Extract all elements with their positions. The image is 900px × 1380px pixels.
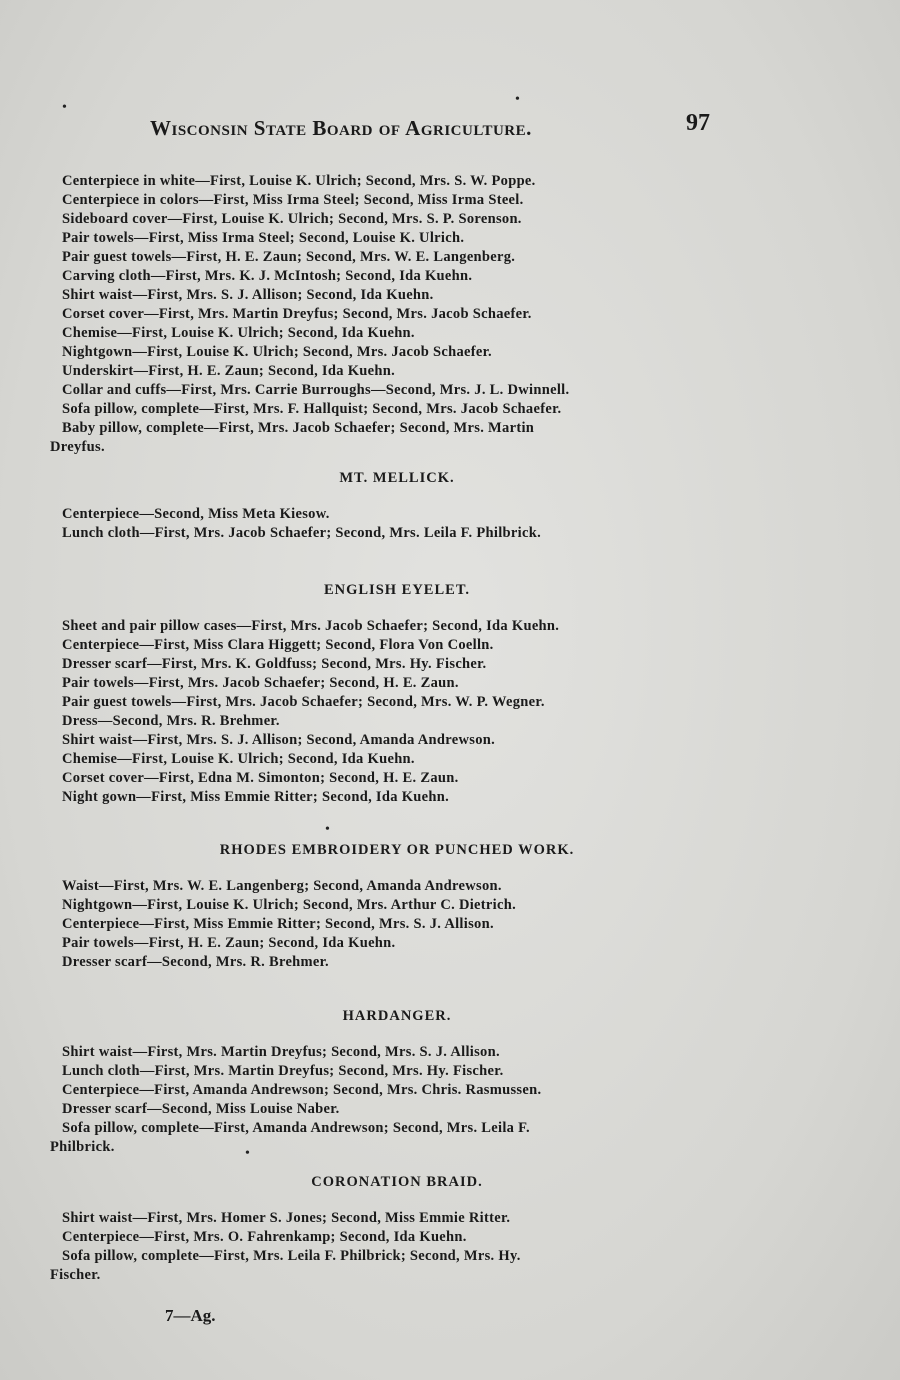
award-line: Pair guest towels—First, Mrs. Jacob Schaefer; Second, Mrs. W. P. Wegner. <box>62 694 545 710</box>
signature-mark: 7—Ag. <box>165 1306 216 1325</box>
award-line: Lunch cloth—First, Mrs. Martin Dreyfus; Second, Mrs. Hy. Fischer. <box>62 1063 504 1079</box>
award-line: Underskirt—First, H. E. Zaun; Second, Ida Kuehn. <box>62 363 396 379</box>
award-line: Pair towels—First, Miss Irma Steel; Second, Louise K. Ulrich. <box>62 230 465 246</box>
award-line: Night gown—First, Miss Emmie Ritter; Second, Ida Kuehn. <box>62 789 450 805</box>
award-line: Lunch cloth—First, Mrs. Jacob Schaefer; Second, Mrs. Leila F. Philbrick. <box>62 525 541 541</box>
award-line: Centerpiece—First, Miss Clara Higgett; Second, Flora Von Coelln. <box>62 637 494 653</box>
award-line: Chemise—First, Louise K. Ulrich; Second, Ida Kuehn. <box>62 325 415 341</box>
award-line: Dress—Second, Mrs. R. Brehmer. <box>62 713 280 729</box>
award-line: Shirt waist—First, Mrs. Martin Dreyfus; Second, Mrs. S. J. Allison. <box>62 1044 500 1060</box>
award-line: Shirt waist—First, Mrs. S. J. Allison; Second, Amanda Andrewson. <box>62 732 496 748</box>
section-mt-mellick <box>62 470 732 543</box>
section-coronation-braid <box>50 1174 732 1285</box>
award-line: Dresser scarf—Second, Mrs. R. Brehmer. <box>62 954 329 970</box>
section-rhodes-embroidery <box>62 842 732 972</box>
award-line: Chemise—First, Louise K. Ulrich; Second, Ida Kuehn. <box>62 751 415 767</box>
award-line: Pair towels—First, Mrs. Jacob Schaefer; Second, H. E. Zaun. <box>62 675 459 691</box>
section-title: MT. MELLICK. <box>339 470 455 486</box>
section-english-eyelet <box>62 582 732 807</box>
award-line-continuation: Philbrick. <box>50 1139 115 1155</box>
top-dot-mark: • <box>515 92 520 107</box>
award-line: Baby pillow, complete—First, Mrs. Jacob Schaefer; Second, Mrs. Martin <box>62 420 535 436</box>
award-line: Sheet and pair pillow cases—First, Mrs. Jacob Schaefer; Second, Ida Kuehn. <box>62 618 560 634</box>
section-title: HARDANGER. <box>342 1008 452 1024</box>
mid-dot-mark: • <box>325 822 330 837</box>
section-title: CORONATION BRAID. <box>311 1174 483 1190</box>
award-line: Pair towels—First, H. E. Zaun; Second, Ida Kuehn. <box>62 935 396 951</box>
award-line: Nightgown—First, Louise K. Ulrich; Second, Mrs. Jacob Schaefer. <box>62 344 492 360</box>
award-line: Carving cloth—First, Mrs. K. J. McIntosh; Second, Ida Kuehn. <box>62 268 473 284</box>
section-title: ENGLISH EYELET. <box>323 582 471 598</box>
award-line: Corset cover—First, Edna M. Simonton; Second, H. E. Zaun. <box>62 770 459 786</box>
award-line: Shirt waist—First, Mrs. S. J. Allison; Second, Ida Kuehn. <box>62 287 434 303</box>
award-line: Centerpiece in colors—First, Miss Irma Steel; Second, Miss Irma Steel. <box>62 192 524 208</box>
award-line: Dresser scarf—First, Mrs. K. Goldfuss; Second, Mrs. Hy. Fischer. <box>62 656 487 672</box>
intro-award-list <box>50 172 732 457</box>
section-hardanger <box>50 1008 732 1157</box>
award-line: Shirt waist—First, Mrs. Homer S. Jones; Second, Miss Emmie Ritter. <box>62 1210 511 1226</box>
award-line: Dresser scarf—Second, Miss Louise Naber. <box>62 1101 340 1117</box>
award-line: Sofa pillow, complete—First, Mrs. Leila F. Philbrick; Second, Mrs. Hy. <box>62 1248 521 1264</box>
award-line: Sofa pillow, complete—First, Amanda Andrewson; Second, Mrs. Leila F. <box>62 1120 530 1136</box>
award-line: Centerpiece—First, Miss Emmie Ritter; Second, Mrs. S. J. Allison. <box>62 916 494 932</box>
section-title: RHODES EMBROIDERY OR PUNCHED WORK. <box>219 842 575 858</box>
award-line: Nightgown—First, Louise K. Ulrich; Second, Mrs. Arthur C. Dietrich. <box>62 897 517 913</box>
award-line: Centerpiece—First, Amanda Andrewson; Second, Mrs. Chris. Rasmussen. <box>62 1082 542 1098</box>
page-header <box>150 110 720 150</box>
award-line-continuation: Fischer. <box>50 1267 101 1283</box>
award-line: Sideboard cover—First, Louise K. Ulrich; Second, Mrs. S. P. Sorenson. <box>62 211 522 227</box>
award-line: Collar and cuffs—First, Mrs. Carrie Burroughs—Second, Mrs. J. L. Dwinnell. <box>62 382 570 398</box>
award-line: Centerpiece—Second, Miss Meta Kiesow. <box>62 506 330 522</box>
left-dot-mark: • <box>62 100 67 115</box>
award-line: Corset cover—First, Mrs. Martin Dreyfus; Second, Mrs. Jacob Schaefer. <box>62 306 532 322</box>
award-line: Centerpiece—First, Mrs. O. Fahrenkamp; Second, Ida Kuehn. <box>62 1229 467 1245</box>
lower-dot-mark: • <box>245 1146 250 1161</box>
award-line: Centerpiece in white—First, Louise K. Ulrich; Second, Mrs. S. W. Poppe. <box>62 173 536 189</box>
award-line: Waist—First, Mrs. W. E. Langenberg; Second, Amanda Andrewson. <box>62 878 502 894</box>
page-number: 97 <box>686 110 710 136</box>
running-title: Wisconsin State Board of Agriculture. <box>150 116 532 140</box>
award-line: Sofa pillow, complete—First, Mrs. F. Hallquist; Second, Mrs. Jacob Schaefer. <box>62 401 562 417</box>
award-line-continuation: Dreyfus. <box>50 439 105 455</box>
award-line: Pair guest towels—First, H. E. Zaun; Second, Mrs. W. E. Langenberg. <box>62 249 516 265</box>
